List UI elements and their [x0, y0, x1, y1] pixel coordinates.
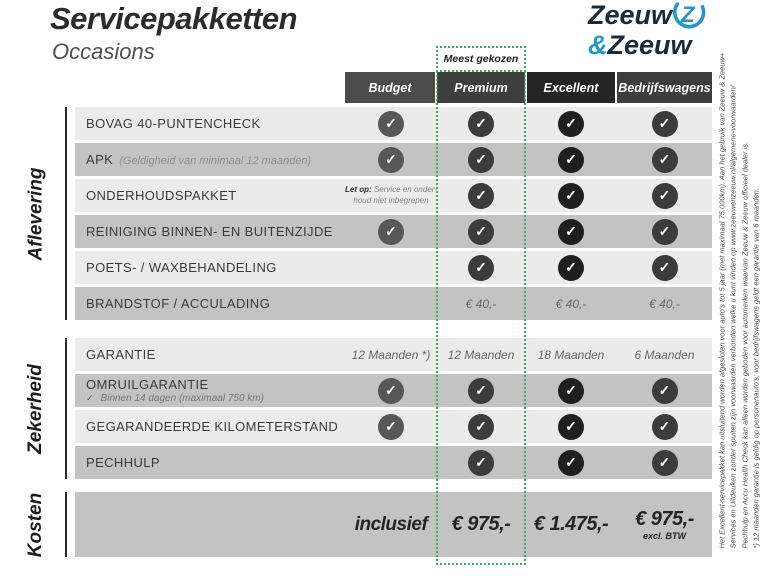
cell-budget [345, 410, 437, 443]
check-icon: ✓ [558, 111, 584, 137]
kosten-value: inclusief [354, 513, 428, 535]
row-label [86, 347, 345, 362]
fineprint-line: Pechhulp en Accu Health Check kan alleen worden geboden voor automerken waarvan Zeeuw & Zeeuw officieel dealer is. [740, 141, 749, 548]
cell-note [345, 185, 437, 207]
logo-word-2: Zeeuw [607, 30, 692, 60]
row-label-cell [75, 188, 345, 203]
cell-value: 6 Maanden [634, 347, 695, 362]
cell-budget [345, 374, 437, 407]
check-icon: ✓ [652, 111, 678, 137]
row-label-text: GARANTIE [86, 347, 156, 362]
check-icon: ✓ [558, 450, 584, 476]
cell-budget [345, 446, 437, 479]
fineprint-line: Het Excellent-servicepakket kan uitsluitend worden afgesloten voor auto's tot 5 jaar (met maximaal 75.000km). Aan het gebruik van Zeeuw & Zeeuw+ [717, 52, 727, 548]
row-label [86, 260, 345, 275]
row-label-text: PECHHULP [86, 455, 160, 470]
row-label-cell [75, 296, 345, 311]
check-icon: ✓ [652, 183, 678, 209]
svg-text:Z: Z [680, 2, 695, 28]
section-label-kosten [14, 492, 58, 557]
check-icon: ✓ [558, 255, 584, 281]
cell-excellent [525, 446, 617, 479]
cell-excellent [525, 410, 617, 443]
row-label [86, 419, 345, 434]
cell-budget [345, 143, 437, 176]
row-label [86, 455, 345, 470]
section-divider-line [65, 107, 67, 320]
check-icon: ✓ [378, 378, 404, 404]
cell-excellent [525, 107, 617, 140]
check-icon: ✓ [468, 255, 494, 281]
cell-value: € 40,- [465, 296, 497, 311]
section-label-zekerheid [14, 338, 58, 479]
cell-value: € 40,- [649, 296, 680, 311]
check-icon: ✓ [652, 147, 678, 173]
row-label-cell [75, 260, 345, 275]
section-label-text: Zekerheid [25, 363, 47, 454]
cell-bedrijfswagens [617, 410, 712, 443]
cell-bedrijfswagens [617, 446, 712, 479]
cell-excellent [525, 251, 617, 284]
row-label-text: ONDERHOUDSPAKKET [86, 188, 237, 203]
cell-premium [437, 287, 525, 320]
check-icon: ✓ [652, 378, 678, 404]
row-sub-note-text: Binnen 14 dagen (maximaal 750 km) [100, 393, 264, 404]
check-icon: ✓ [652, 414, 678, 440]
section-divider-line [65, 338, 67, 479]
logo-ampersand: & [588, 30, 608, 60]
row-label-text: BRANDSTOF / ACCULADING [86, 296, 271, 311]
page-subtitle: Occasions [52, 39, 155, 64]
cell-premium [437, 446, 525, 479]
row-garantie [75, 338, 712, 371]
cell-premium [437, 410, 525, 443]
small-check-icon: ✓ [86, 393, 94, 403]
row-onderhoudspakket [75, 179, 712, 212]
fineprint-block [710, 0, 768, 576]
check-icon: ✓ [652, 450, 678, 476]
row-omruilgarantie [75, 374, 712, 407]
row-label [86, 296, 345, 311]
check-icon: ✓ [468, 219, 494, 245]
check-icon: ✓ [558, 378, 584, 404]
fineprint-line: *) 12 maanden garantie is geldig op personenauto's; voor bedrijfswagens geldt een garantie van 6 maanden. [751, 187, 761, 548]
cell-bedrijfswagens [617, 251, 712, 284]
section-label-text: Kosten [25, 492, 46, 557]
section-rows-zekerheid [75, 338, 712, 482]
kosten-budget [345, 514, 437, 536]
check-icon: ✓ [558, 147, 584, 173]
cell-budget [345, 287, 437, 320]
column-header-excellent: Excellent [527, 72, 615, 103]
cell-bedrijfswagens [617, 338, 712, 371]
column-header-premium: Premium [437, 72, 525, 103]
section-rows-aflevering [75, 107, 712, 323]
kosten-value: € 975,- [635, 508, 694, 530]
check-icon: ✓ [652, 255, 678, 281]
cell-excellent [525, 287, 617, 320]
cell-excellent [525, 143, 617, 176]
cell-budget [345, 107, 437, 140]
check-icon: ✓ [468, 414, 494, 440]
row-brandstof-acculading [75, 287, 712, 320]
cell-budget [345, 251, 437, 284]
check-icon: ✓ [468, 147, 494, 173]
row-label-cell [75, 419, 345, 434]
row-reiniging-binnen-en-buitenzijde [75, 215, 712, 248]
check-icon: ✓ [378, 414, 404, 440]
cell-value: 12 Maanden *) [351, 347, 431, 362]
cell-excellent [525, 179, 617, 212]
row-label-cell [75, 347, 345, 362]
check-icon: ✓ [558, 183, 584, 209]
logo-word-1: Zeeuw [588, 0, 673, 30]
check-icon: ✓ [558, 219, 584, 245]
row-label-text: BOVAG 40-PUNTENCHECK [86, 116, 261, 131]
check-icon: ✓ [652, 219, 678, 245]
row-label-note: (Geldigheid van minimaal 12 maanden) [119, 155, 312, 167]
cell-note-line2: houd niet inbegrepen [353, 195, 429, 205]
row-label [86, 377, 345, 392]
row-sub-note [86, 393, 345, 404]
section-label-text: Aflevering [25, 167, 47, 260]
row-label [86, 152, 345, 167]
cell-premium [437, 251, 525, 284]
cell-budget [345, 338, 437, 371]
meest-gekozen-badge: Meest gekozen [436, 46, 526, 72]
kosten-bedrijfswagens [617, 508, 712, 541]
cell-excellent [525, 374, 617, 407]
row-poets-waxbehandeling [75, 251, 712, 284]
kosten-value-note: excl. BTW [642, 531, 686, 541]
row-label-text: APK [86, 152, 114, 167]
check-icon: ✓ [378, 111, 404, 137]
cell-value: € 40,- [555, 296, 587, 311]
cell-excellent [525, 215, 617, 248]
cell-note-text1: Service en onder- [373, 184, 437, 194]
cell-budget [345, 215, 437, 248]
fineprint-line: Services en Uitdeuken zonder spuiten zijn voorwaarden verbonden welke u kunt vinden op www.zeeuwenzeeuw.nl/algemene-voorwaarden/ [728, 84, 738, 548]
cell-budget [345, 179, 437, 212]
row-bovag-40-puntencheck [75, 107, 712, 140]
kosten-excellent [525, 513, 617, 536]
column-header-budget: Budget [345, 72, 435, 103]
row-label-text: POETS- / WAXBEHANDELING [86, 260, 277, 275]
page-title: Servicepakketten [50, 1, 298, 36]
check-icon: ✓ [378, 147, 404, 173]
cell-value: 12 Maanden [447, 347, 515, 362]
row-label-cell [75, 224, 345, 239]
cell-note-line1 [345, 185, 437, 196]
cell-value: 18 Maanden [537, 347, 605, 362]
row-label-cell [75, 116, 345, 131]
kosten-value: € 975,- [451, 513, 511, 535]
check-icon: ✓ [558, 414, 584, 440]
row-label-cell [75, 377, 345, 404]
cell-premium [437, 338, 525, 371]
row-label-text: REINIGING BINNEN- EN BUITENZIJDE [86, 224, 333, 239]
row-label [86, 116, 345, 131]
section-divider-line [65, 492, 67, 557]
cell-premium [437, 215, 525, 248]
cell-bedrijfswagens [617, 215, 712, 248]
kosten-row [75, 492, 712, 557]
cell-note-bold: Let op: [345, 184, 372, 194]
kosten-value: € 1.475,- [533, 513, 609, 535]
cell-bedrijfswagens [617, 107, 712, 140]
cell-excellent [525, 338, 617, 371]
row-label-cell [75, 152, 345, 167]
row-label [86, 224, 345, 239]
cell-premium [437, 107, 525, 140]
kosten-premium [437, 513, 525, 536]
cell-bedrijfswagens [617, 179, 712, 212]
zeeuw-zeeuw-logo [588, 2, 720, 59]
cell-premium [437, 143, 525, 176]
check-icon: ✓ [468, 183, 494, 209]
row-gegarandeerde-kilometerstand [75, 410, 712, 443]
cell-premium [437, 179, 525, 212]
check-icon: ✓ [468, 111, 494, 137]
section-label-aflevering [14, 107, 58, 320]
cell-bedrijfswagens [617, 374, 712, 407]
column-header-bedrijfswagens: Bedrijfswagens [617, 72, 712, 103]
row-label-cell [75, 455, 345, 470]
cell-premium [437, 374, 525, 407]
row-pechhulp [75, 446, 712, 479]
cell-bedrijfswagens [617, 143, 712, 176]
row-label-text: OMRUILGARANTIE [86, 377, 209, 392]
row-apk [75, 143, 712, 176]
check-icon: ✓ [468, 378, 494, 404]
check-icon: ✓ [378, 219, 404, 245]
row-label [86, 188, 345, 203]
check-icon: ✓ [468, 450, 494, 476]
cell-bedrijfswagens [617, 287, 712, 320]
row-label-text: GEGARANDEERDE KILOMETERSTAND [86, 419, 339, 434]
